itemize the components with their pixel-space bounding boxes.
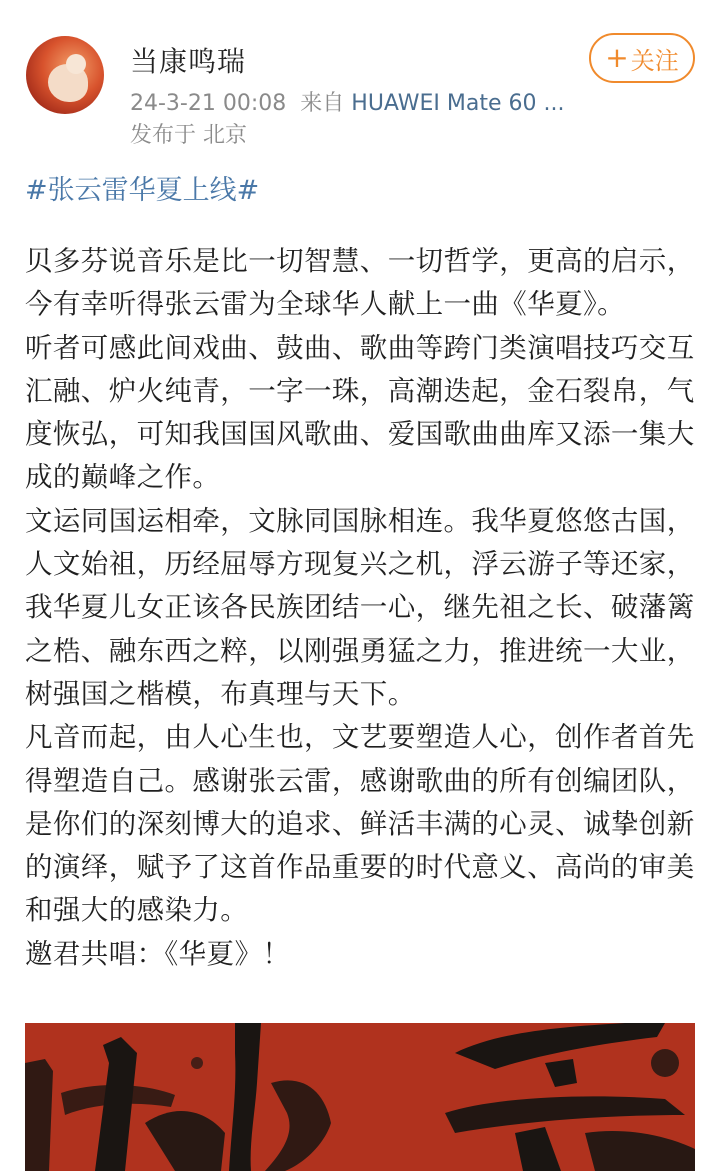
calligraphy-artwork	[25, 1023, 695, 1171]
post-meta	[130, 86, 565, 117]
post-paragraph: 凡音而起，由人心生也，文艺要塑造人心，创作者首先得塑造自己。感谢张云雷，感谢歌曲的所有创编团队，是你们的深刻博大的追求、鲜活丰满的心灵、诚挚创新的演绎，赋予了这首作品重要的时代意义、高尚的审美和强大的感染力。	[25, 721, 695, 927]
follow-label: 关注	[630, 46, 679, 75]
follow-button[interactable]	[589, 33, 695, 83]
post-timestamp: 24-3-21 00:08	[130, 91, 287, 116]
plus-icon: +	[605, 41, 629, 74]
author-avatar[interactable]	[26, 36, 104, 114]
post-paragraph: 邀君共唱：《华夏》！	[25, 937, 291, 970]
post-body	[25, 240, 695, 976]
topic-hashtag[interactable]: #张云雷华夏上线#	[25, 175, 260, 206]
post-location: 发布于 北京	[130, 123, 247, 148]
post-image[interactable]	[25, 1023, 695, 1171]
brush-stroke	[25, 1059, 53, 1171]
source-prefix: 来自	[300, 91, 345, 116]
avatar-figure-head	[66, 54, 86, 74]
ink-splatter	[651, 1049, 679, 1077]
post-paragraph: 贝多芬说音乐是比一切智慧、一切哲学，更高的启示，今有幸听得张云雷为全球华人献上一曲《华夏》。	[25, 245, 695, 321]
author-name[interactable]: 当康鸣瑞	[130, 45, 247, 78]
ink-splatter	[191, 1057, 203, 1069]
post-paragraph: 文运同国运相牵，文脉同国脉相连。我华夏悠悠古国，人文始祖，历经屈辱方现复兴之机，浮云游子等还家，我华夏儿女正该各民族团结一心，继先祖之长、破藩篱之梏、融东西之粹，以刚强勇猛之力，推进统一大业，树强国之楷模，布真理与天下。	[25, 504, 695, 710]
post-paragraph: 听者可感此间戏曲、鼓曲、歌曲等跨门类演唱技巧交互汇融、炉火纯青，一字一珠，高潮迭起，金石裂帛，气度恢弘，可知我国国风歌曲、爱国歌曲曲库又添一集大成的巅峰之作。	[25, 331, 695, 494]
post-header	[0, 0, 720, 160]
source-device-link[interactable]: HUAWEI Mate 60 ...	[351, 91, 565, 116]
